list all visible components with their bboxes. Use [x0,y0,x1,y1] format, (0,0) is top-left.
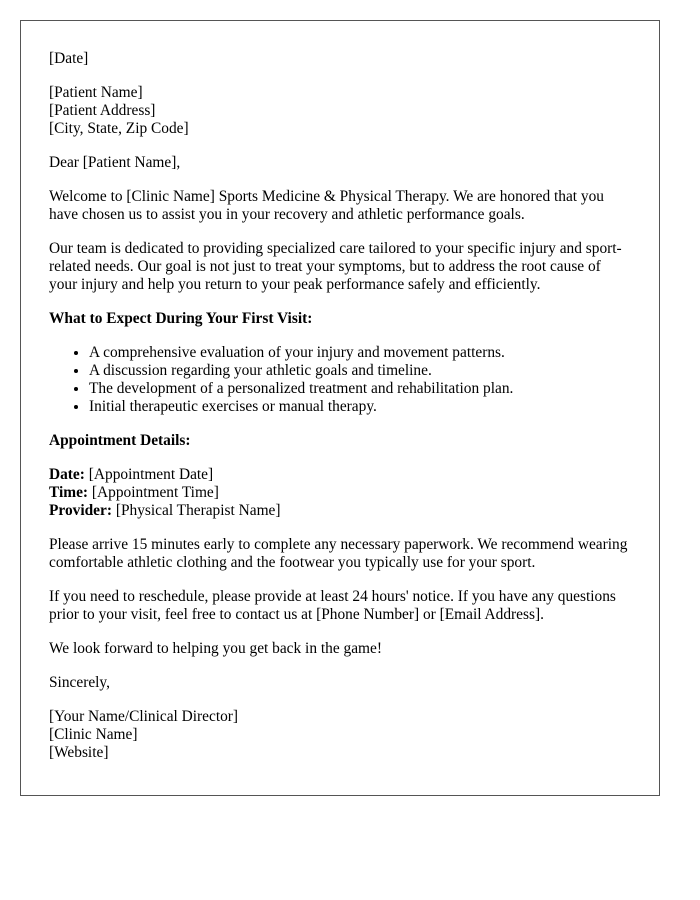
recipient-address [49,84,631,138]
signoff: Sincerely, [49,674,110,691]
list-item: • A discussion regarding your athletic goals and timeline. [89,362,631,380]
date-line [49,50,631,68]
first-visit-heading: What to Expect During Your First Visit: [49,310,313,327]
appointment-date-row [49,466,631,484]
list-item: • A comprehensive evaluation of your injury and movement patterns. [89,344,631,362]
appointment-provider-row [49,502,631,520]
signer-clinic: [Clinic Name] [49,726,138,743]
arrival-paragraph: Please arrive 15 minutes early to complete any necessary paperwork. We recommend wearing comfortable athletic clothing and the footwear you typically use for your sport. [49,536,628,571]
patient-name: [Patient Name] [49,84,143,101]
list-item: • Initial therapeutic exercises or manual therapy. [89,398,631,416]
signer-website: [Website] [49,744,109,761]
date-label: Date: [49,466,85,483]
date-value: [Appointment Date] [88,466,214,483]
first-visit-list [49,344,631,416]
reschedule-paragraph: If you need to reschedule, please provide at least 24 hours' notice. If you have any questions prior to your visit, feel free to contact us at [Phone Number] or [Email Address]. [49,588,616,623]
salutation: Dear [Patient Name], [49,154,181,171]
time-label: Time: [49,484,89,501]
letter-date: [Date] [49,50,89,67]
appointment-details [49,466,631,520]
list-item: • The development of a personalized treatment and rehabilitation plan. [89,380,631,398]
welcome-paragraph: Welcome to [Clinic Name] Sports Medicine & Physical Therapy. We are honored that you have chosen us to assist you in your recovery and athletic performance goals. [49,188,604,223]
provider-value: [Physical Therapist Name] [115,502,281,519]
appointment-time-row [49,484,631,502]
team-paragraph: Our team is dedicated to providing specialized care tailored to your specific injury and sport-related needs. Our goal is not just to treat your symptoms, but to address the root cause of your injury and help you return to your peak performance safely and efficiently. [49,240,622,293]
appointment-heading: Appointment Details: [49,432,191,449]
city-state-zip: [City, State, Zip Code] [49,120,189,137]
closing-paragraph: We look forward to helping you get back in the game! [49,640,382,657]
letter-page [20,20,660,796]
signature-block [49,708,631,762]
time-value: [Appointment Time] [91,484,219,501]
signer-name: [Your Name/Clinical Director] [49,708,239,725]
patient-address: [Patient Address] [49,102,156,119]
provider-label: Provider: [49,502,112,519]
